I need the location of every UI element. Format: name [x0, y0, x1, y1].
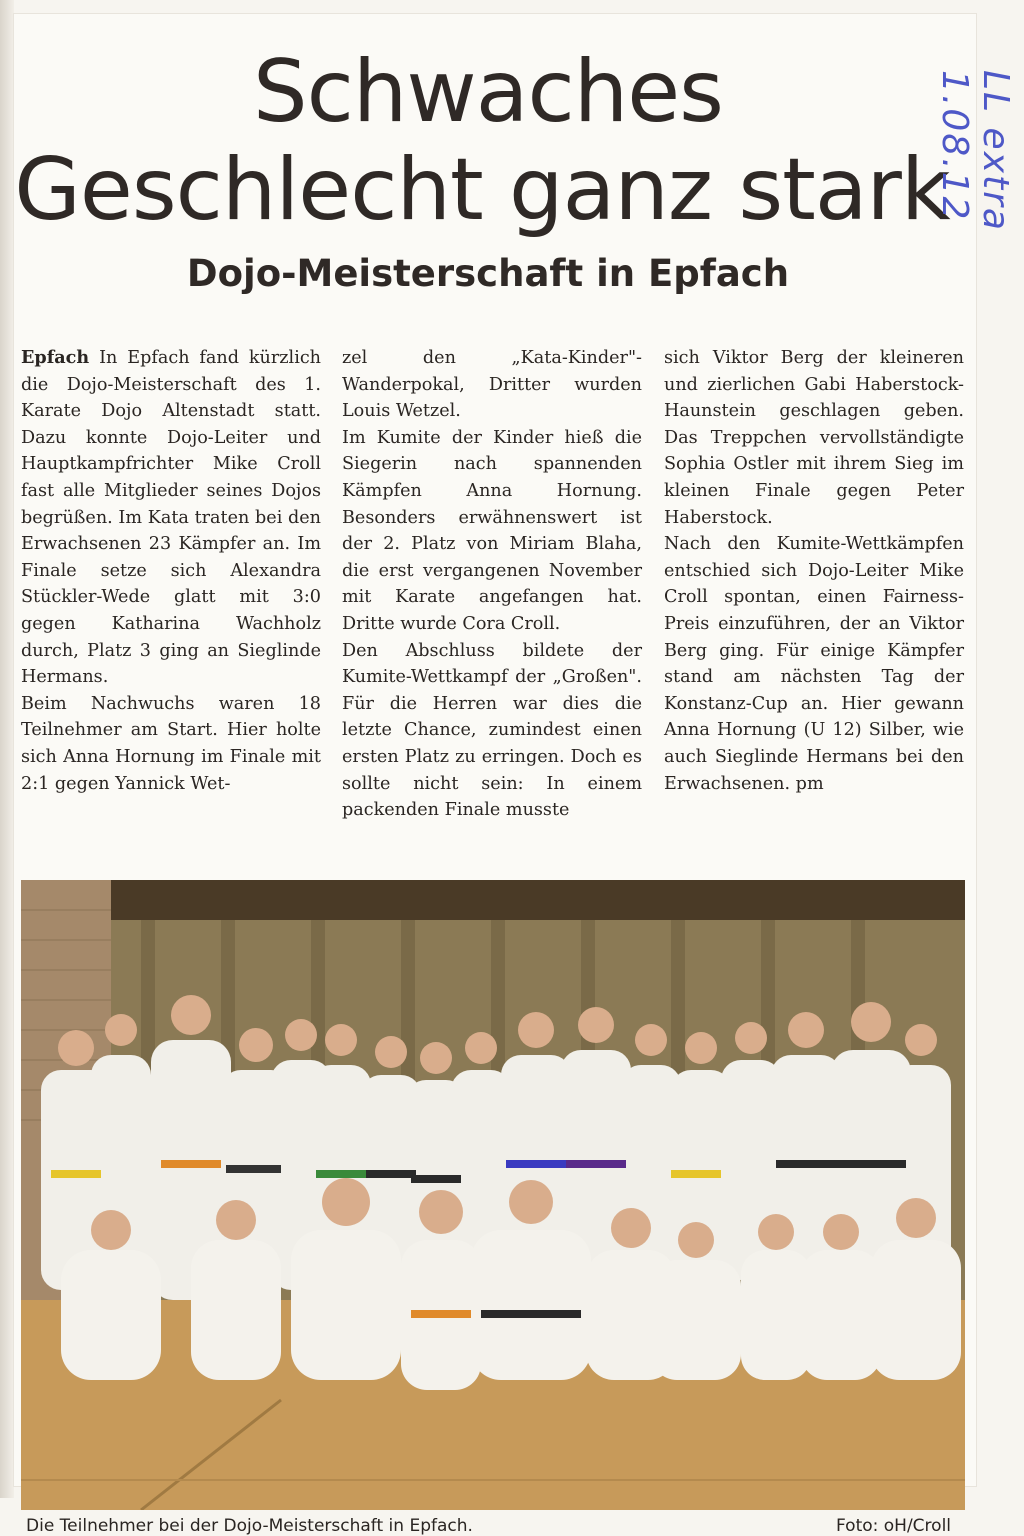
- article-paragraph: Nach den Kumite-Wettkämpfen entschied sich Dojo-Leiter Mike Croll spontan, einen Fairness-Preis einzuführen, der an Viktor Berg ging. Für einige Kämpfer stand am nächsten Tag der Konstanz-Cup an. Hier gewann Anna Hornung (U 12) Silber, wie auch Sieglinde Hermans bei den Erwachsenen. pm: [664, 534, 964, 794]
- article-paragraph: sich Viktor Berg der kleineren und zierlichen Gabi Haberstock-Haunstein geschlagen geben. Das Treppchen vervollständigte Sophia Ostler mit ihrem Sieg im kleinen Finale gegen Peter Haberstock.: [664, 348, 964, 528]
- handwritten-note: LL extra 1.08.12: [934, 70, 1016, 232]
- photo-credit: Foto: oH/Croll: [836, 1516, 952, 1536]
- subheadline: Dojo-Meisterschaft in Epfach: [186, 252, 790, 295]
- article-column-1: [21, 345, 321, 825]
- photo-caption: Die Teilnehmer bei der Dojo-Meisterschaft in Epfach.: [26, 1516, 473, 1536]
- article-paragraph: zel den „Kata-Kinder"-Wanderpokal, Dritter wurden Louis Wetzel.: [342, 348, 642, 422]
- article-paragraph: Beim Nachwuchs waren 18 Teilnehmer am Start. Hier holte sich Anna Hornung im Finale mit 2:1 gegen Yannick Wet-: [21, 693, 321, 794]
- paragraph-text: In Epfach fand kürzlich die Dojo-Meisterschaft des 1. Karate Dojo Altenstadt statt. Dazu konnte Dojo-Leiter und Hauptkampfrichter Mike Croll fast alle Mitglieder seines Dojos begrüßen. Im Kata traten bei den Erwachsenen 23 Kämpfer an. Im Finale setze sich Alexandra Stückler-Wede glatt mit 3:0 gegen Katharina Wachholz durch, Platz 3 ging an Sieglinde Hermans.: [21, 348, 321, 688]
- headline-line-1: Schwaches: [253, 42, 723, 142]
- article-column-3: [664, 345, 964, 825]
- article-paragraph: [21, 345, 321, 691]
- dateline: Epfach: [21, 347, 90, 368]
- group-photo-illustration: [21, 880, 965, 1510]
- group-photo: [21, 880, 965, 1510]
- article-paragraph: Den Abschluss bildete der Kumite-Wettkampf der „Großen". Für die Herren war dies die letzte Chance, zumindest einen ersten Platz zu erringen. Doch es sollte nicht sein: In einem packenden Finale musste: [342, 640, 642, 821]
- headline-line-2: Geschlecht ganz stark: [14, 140, 950, 240]
- article-column-2: [342, 345, 642, 825]
- article-paragraph: Im Kumite der Kinder hieß die Siegerin nach spannenden Kämpfen Anna Hornung. Besonders erwähnenswert ist der 2. Platz von Miriam Blaha, die erst vergangenen November mit Karate angefangen hat. Dritte wurde Cora Croll.: [342, 427, 642, 634]
